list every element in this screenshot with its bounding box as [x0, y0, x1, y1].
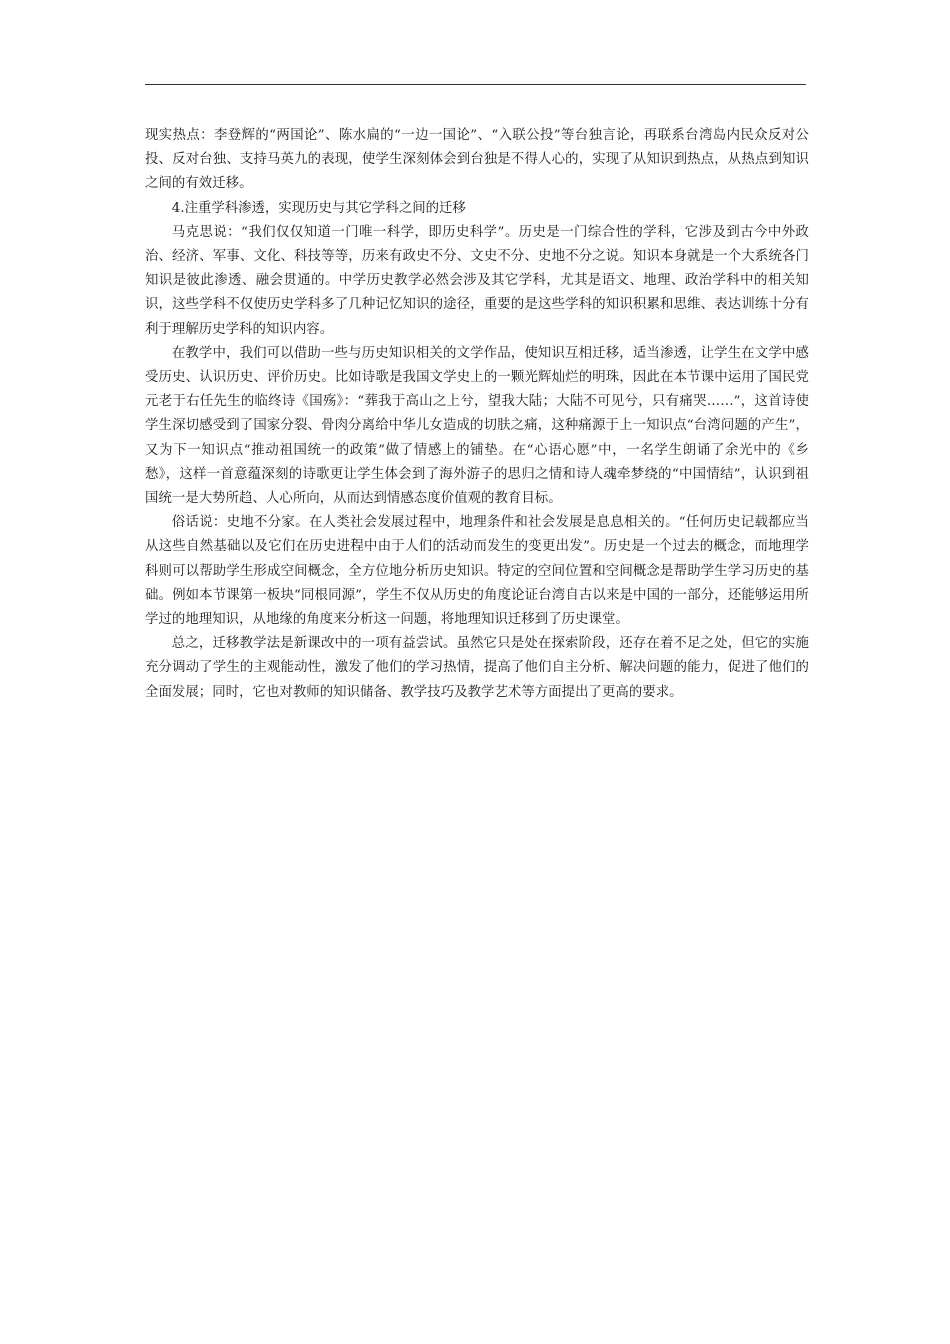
paragraph-marx-quote: 马克思说：“我们仅仅知道一门唯一科学，即历史科学”。历史是一门综合性的学科，它涉及到古今中外政治、经济、军事、文化、科技等等，历来有政史不分、文史不分、史地不分之说。知识本身就是一个大系统各门知识是彼此渗透、融会贯通的。中学历史教学必然会涉及其它学科，尤其是语文、地理、政治学科中的相关知识，这些学科不仅使历史学科多了几种记忆知识的途径，重要的是这些学科的知识积累和思维、表达训练十分有利于理解历史学科的知识内容。 — [145, 224, 809, 337]
paragraph-continuation: 现实热点：李登辉的“两国论”、陈水扁的“一边一国论”、“入联公投”等台独言论，再联系台湾岛内民众反对公投、反对台独、支持马英九的表现，使学生深刻体会到台独是不得人心的，实现了从知识到热点，从热点到知识之间的有效迁移。 — [145, 128, 809, 192]
paragraph-summary: 总之，迁移教学法是新课改中的一项有益尝试。虽然它只是处在探索阶段，还存在着不足之处，但它的实施充分调动了学生的主观能动性，激发了他们的学习热情，提高了他们自主分析、解决问题的能力，促进了他们的全面发展；同时，它也对教师的知识储备、教学技巧及教学艺术等方面提出了更高的要求。 — [145, 636, 809, 700]
document-body — [145, 124, 809, 705]
paragraph-literature: 在教学中，我们可以借助一些与历史知识相关的文学作品，使知识互相迁移，适当渗透，让学生在文学中感受历史、认识历史、评价历史。比如诗歌是我国文学史上的一颗光辉灿烂的明珠，因此在本节课中运用了国民党元老于右任先生的临终诗《国殇》：“葬我于高山之上兮，望我大陆；大陆不可见兮，只有痛哭……”，这首诗使学生深切感受到了国家分裂、骨肉分离给中华儿女造成的切肤之痛，这种痛源于上一知识点“台湾问题的产生”，又为下一知识点“推动祖国统一的政策”做了情感上的铺垫。在“心语心愿”中，一名学生朗诵了余光中的《乡愁》，这样一首意蕴深刻的诗歌更让学生体会到了海外游子的思归之情和诗人魂牵梦绕的“中国情结”，认识到祖国统一是大势所趋、人心所向，从而达到情感态度价值观的教育目标。 — [145, 345, 809, 507]
header-rule — [145, 84, 806, 85]
paragraph-geography: 俗话说：史地不分家。在人类社会发展过程中，地理条件和社会发展是息息相关的。“任何历史记载都应当从这些自然基础以及它们在历史进程中由于人们的活动而发生的变更出发”。历史是一个过去的概念，而地理学科则可以帮助学生形成空间概念，全方位地分析历史知识。特定的空间位置和空间概念是帮助学生学习历史的基础。例如本节课第一板块“同根同源”，学生不仅从历史的角度论证台湾自古以来是中国的一部分，还能够运用所学过的地理知识，从地缘的角度来分析这一问题，将地理知识迁移到了历史课堂。 — [145, 515, 809, 628]
section-heading: 4.注重学科渗透，实现历史与其它学科之间的迁移 — [171, 200, 466, 216]
